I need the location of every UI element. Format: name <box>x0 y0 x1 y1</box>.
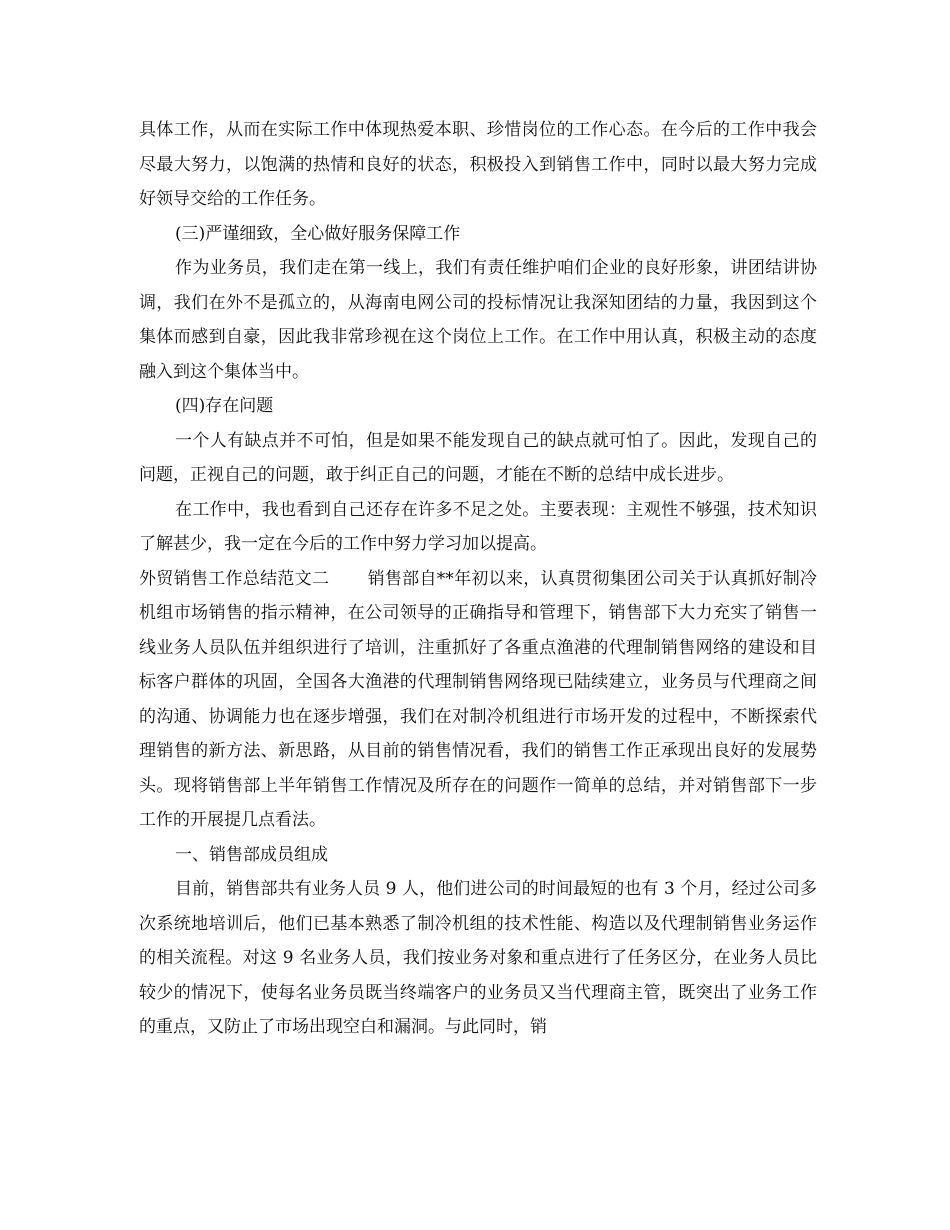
paragraph-self-review: 在工作中，我也看到自己还存在许多不足之处。主要表现：主观性不够强，技术知识了解甚少，我一定在今后的工作中努力学习加以提高。 <box>139 499 817 554</box>
paragraph-teamwork: 作为业务员，我们走在第一线上，我们有责任维护咱们企业的良好形象，讲团结讲协调，我们在外不是孤立的，从海南电网公司的投标情况让我深知团结的力量，我因到这个集体而感到自豪，因此我非常珍视在这个岗位上工作。在工作中用认真，积极主动的态度融入到这个集体当中。 <box>139 258 817 382</box>
section-heading-3: (三)严谨细致，全心做好服务保障工作 <box>175 223 461 244</box>
paragraph-continuation: 具体工作，从而在实际工作中体现热爱本职、珍惜岗位的工作心态。在今后的工作中我会尽最大努力，以饱满的热情和良好的状态，积极投入到销售工作中，同时以最大努力完成好领导交给的工作任务。 <box>139 120 817 209</box>
document-body <box>139 113 817 1045</box>
paragraph-sample-two <box>139 562 817 838</box>
paragraph-shortcomings: 一个人有缺点并不可怕，但是如果不能发现自己的缺点就可怕了。因此，发现自己的问题，正视自己的问题，敢于纠正自己的问题，才能在不断的总结中成长进步。 <box>139 430 817 485</box>
sample-two-title: 外贸销售工作总结范文二 <box>139 568 330 589</box>
paragraph-staff: 目前，销售部共有业务人员 9 人，他们进公司的时间最短的也有 3 个月，经过公司多次系统地培训后，他们已基本熟悉了制冷机组的技术性能、构造以及代理制销售业务运作的相关流程。对这 9 名业务人员，我们按业务对象和重点进行了任务区分，在业务人员比较少的情况下，使每名业务员既当终端客户的业务员又当代理商主管，既突出了业务工作的重点，又防止了市场出现空白和漏洞。与此同时，销 <box>139 879 817 1037</box>
sample-two-body: 销售部自**年初以来，认真贯彻集团公司关于认真抓好制冷机组市场销售的指示精神，在公司领导的正确指导和管理下，销售部下大力充实了销售一线业务人员队伍并组织进行了培训，注重抓好了各重点渔港的代理制销售网络的建设和目标客户群体的巩固，全国各大渔港的代理制销售网络现已陆续建立，业务员与代理商之间的沟通、协调能力也在逐步增强，我们在对制冷机组进行市场开发的过程中，不断探索代理销售的新方法、新思路，从目前的销售情况看，我们的销售工作正承现出良好的发展势头。现将销售部上半年销售工作情况及所存在的问题作一简单的总结，并对销售部下一步工作的开展提几点看法。 <box>139 568 818 830</box>
section-heading-4: (四)存在问题 <box>175 396 274 416</box>
section-heading-1: 一、销售部成员组成 <box>175 844 328 865</box>
